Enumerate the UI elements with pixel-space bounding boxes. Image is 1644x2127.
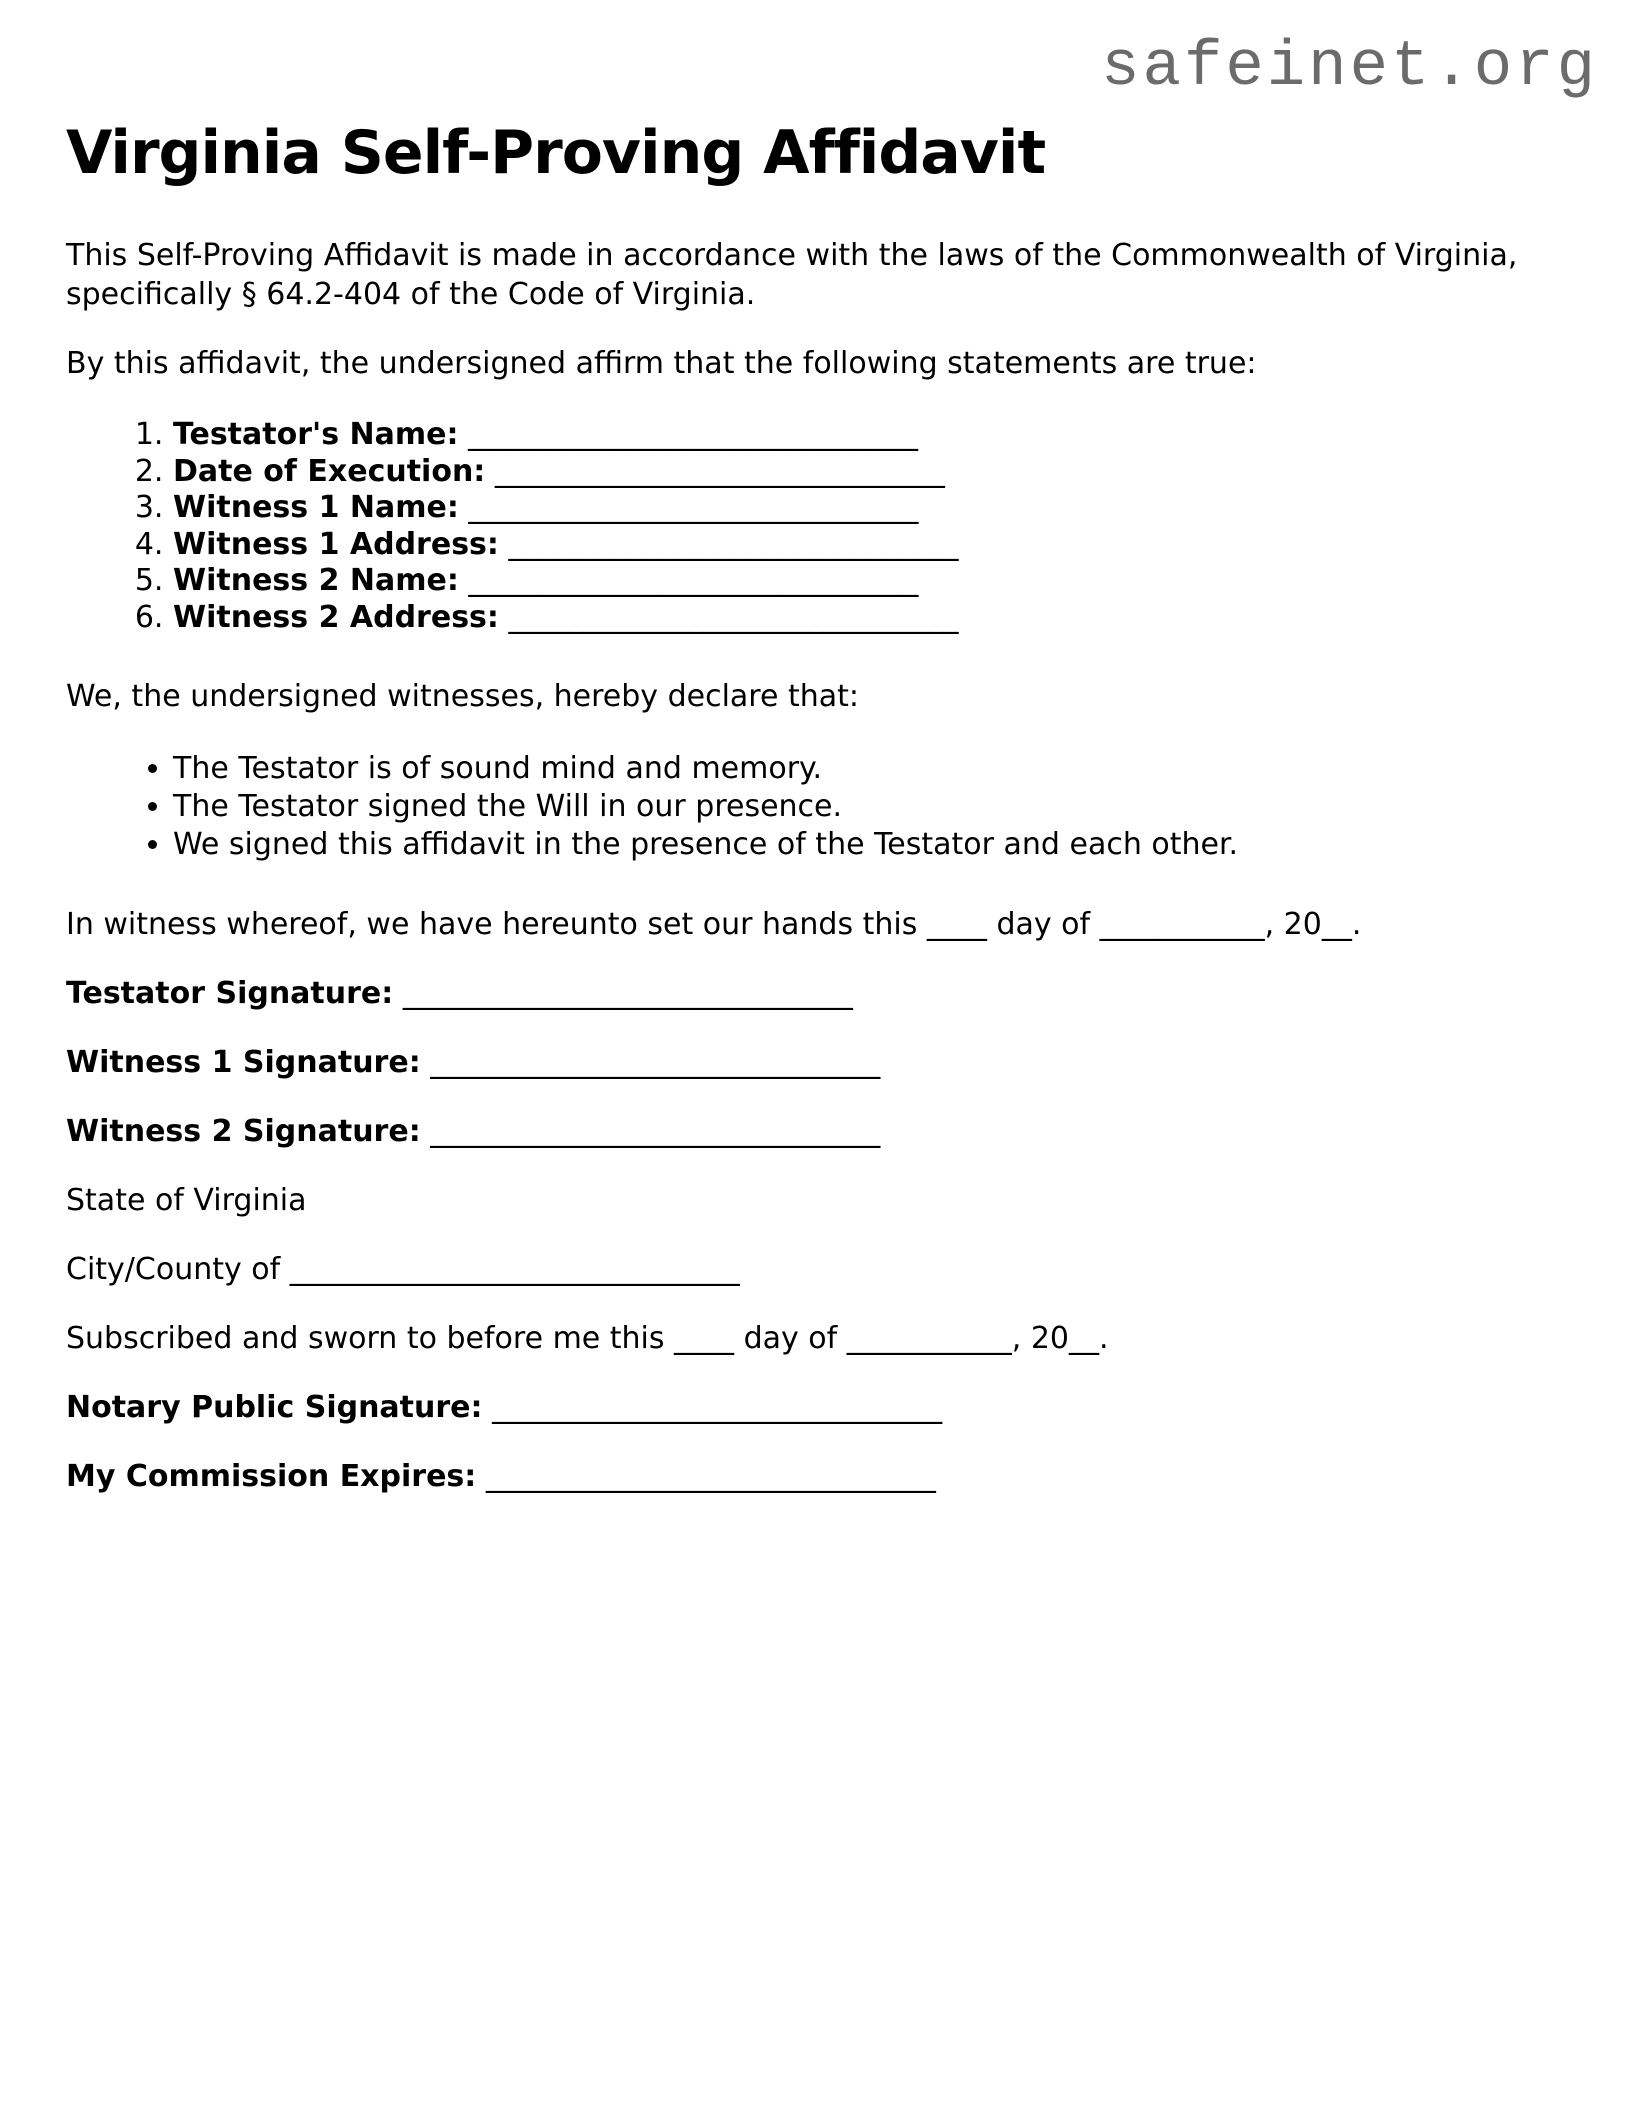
witness-declarations-list xyxy=(66,750,1578,865)
field-label: Date of Execution: xyxy=(173,453,486,489)
field-label: Witness 2 Name: xyxy=(173,563,459,599)
blank-line: ______________________________ xyxy=(494,453,945,489)
field-label: Witness 1 Address: xyxy=(173,526,499,562)
field-date-of-execution xyxy=(173,454,1578,491)
testator-signature-line xyxy=(66,974,1578,1013)
field-witness-2-address xyxy=(173,600,1578,637)
watermark-text: safeinet.org xyxy=(1101,32,1598,104)
signature-label: Witness 2 Signature: xyxy=(66,1113,421,1149)
signature-label: Witness 1 Signature: xyxy=(66,1044,421,1080)
blank-line: ______________________________ xyxy=(402,975,853,1011)
signature-label: Notary Public Signature: xyxy=(66,1389,483,1425)
affirmation-lead: By this affidavit, the undersigned affirm that the following statements are true: xyxy=(66,346,1257,381)
notary-signature-line xyxy=(66,1388,1578,1427)
field-witness-2-name xyxy=(173,563,1578,600)
blank-line: ______________________________ xyxy=(468,563,919,599)
declaration-item-signed-will: • The Testator signed the Will in our presence. xyxy=(173,788,1578,826)
blank-line: ______________________________ xyxy=(485,1458,936,1494)
page-title: Virginia Self-Proving Affidavit xyxy=(66,118,1046,188)
declaration-item-signed-affidavit: • We signed this affidavit in the presence of the Testator and each other. xyxy=(173,826,1578,864)
blank-line: ______________________________ xyxy=(468,417,919,452)
field-label: Witness 1 Name: xyxy=(173,490,459,526)
blank-line: ______________________________ xyxy=(508,599,959,635)
state-line: State of Virginia xyxy=(66,1182,307,1218)
execution-statement: In witness whereof, we have hereunto set our hands this ____ day of ___________, 20__. xyxy=(66,906,1362,942)
signature-label: My Commission Expires: xyxy=(66,1458,477,1494)
sworn-statement: Subscribed and sworn to before me this ____ day of ___________, 20__. xyxy=(66,1320,1109,1356)
blank-line: ______________________________ xyxy=(430,1113,881,1149)
intro-paragraph: This Self-Proving Affidavit is made in accordance with the laws of the Commonwealth of Virginia, specifically § 64.2-404 of the Code of Virginia. xyxy=(66,238,1518,312)
city-county-label: City/County of xyxy=(66,1251,281,1287)
field-testators-name xyxy=(173,417,1578,454)
blank-line: ______________________________ xyxy=(492,1389,943,1425)
field-label: Witness 2 Address: xyxy=(173,599,499,635)
blank-line: ______________________________ xyxy=(468,490,919,526)
blank-line: ______________________________ xyxy=(508,526,959,562)
affirmation-fields-list xyxy=(66,417,1578,637)
field-label: Testator's Name: xyxy=(173,417,459,452)
field-witness-1-address xyxy=(173,527,1578,564)
witness-1-signature-line xyxy=(66,1043,1578,1082)
witness-2-signature-line xyxy=(66,1112,1578,1151)
blank-line: ______________________________ xyxy=(289,1251,740,1287)
city-county-line xyxy=(66,1250,1578,1289)
blank-line: ______________________________ xyxy=(430,1044,881,1080)
declaration-lead: We, the undersigned witnesses, hereby declare that: xyxy=(66,678,859,714)
signature-label: Testator Signature: xyxy=(66,975,394,1011)
declaration-item-sound-mind: • The Testator is of sound mind and memory. xyxy=(173,750,1578,788)
field-witness-1-name xyxy=(173,490,1578,527)
commission-expires-line xyxy=(66,1457,1578,1496)
